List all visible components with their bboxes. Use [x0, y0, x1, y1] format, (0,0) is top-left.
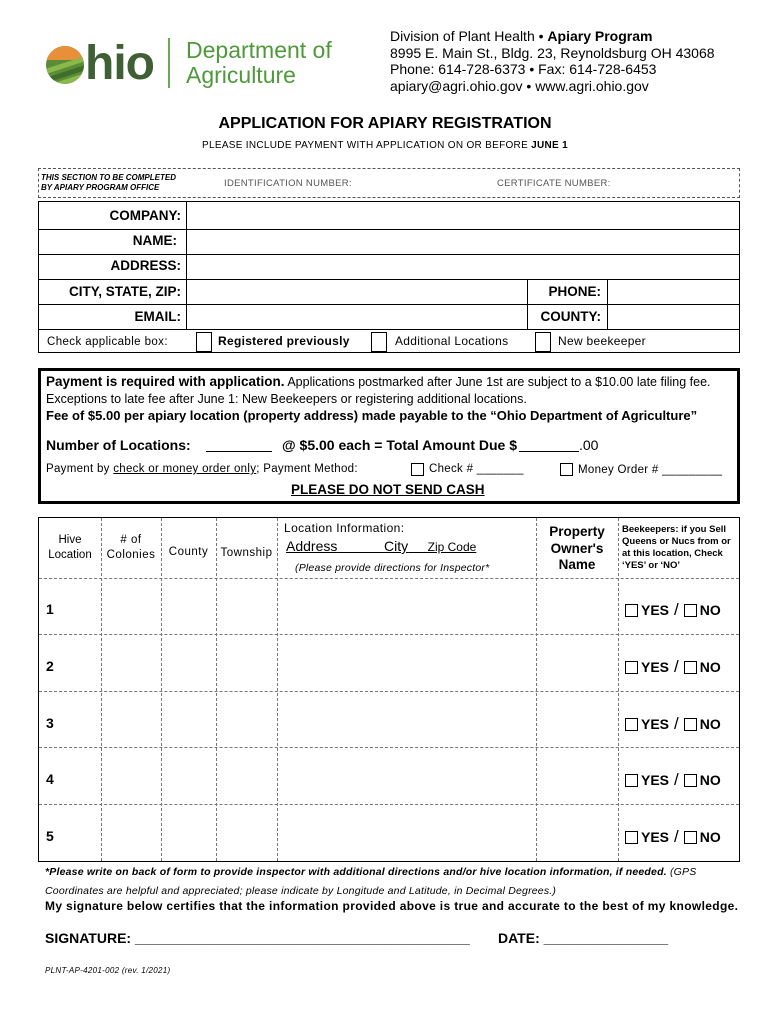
- beekeepers-header-line1: Beekeepers: if you Sell: [622, 524, 727, 535]
- table-row-number: 3: [46, 715, 54, 731]
- colonies-header: [101, 533, 161, 563]
- office-note-line1: THIS SECTION TO BE COMPLETED: [41, 173, 176, 182]
- no-checkbox[interactable]: [684, 831, 697, 844]
- zip-code-header: Zip Code: [427, 540, 477, 554]
- number-of-locations-field[interactable]: [206, 451, 272, 452]
- sell-queens-yes-no[interactable]: [625, 600, 721, 620]
- footer-note-rest: (GPS: [666, 866, 697, 878]
- city-state-zip-label: CITY, STATE, ZIP:: [68, 284, 181, 299]
- table-row-number: 5: [46, 828, 54, 844]
- hive-location-header-line2: Location: [48, 549, 92, 561]
- yes-checkbox[interactable]: [625, 604, 638, 617]
- form-id: PLNT-AP-4201-002 (rev. 1/2021): [45, 966, 171, 975]
- logo-wordmark: hio: [85, 37, 154, 90]
- check-applicable-label: Check applicable box:: [47, 336, 168, 348]
- payment-required-bold: Payment is required with application.: [46, 374, 285, 389]
- county-label: COUNTY:: [540, 309, 601, 324]
- subtitle-text: PLEASE INCLUDE PAYMENT WITH APPLICATION ON OR BEFORE: [202, 140, 529, 151]
- yes-label: YES: [641, 659, 670, 675]
- fee-instructions: Fee of $5.00 per apiary location (property address) made payable to the “Ohio Department of Agriculture”: [46, 408, 698, 423]
- county-header: County: [168, 546, 209, 558]
- form-title: APPLICATION FOR APIARY REGISTRATION: [218, 115, 552, 132]
- city-state-zip-field[interactable]: [187, 280, 527, 304]
- property-owner-line2: Owner's: [550, 540, 604, 556]
- additional-locations-checkbox[interactable]: [371, 332, 387, 352]
- late-fee-exceptions: Exceptions to late fee after June 1: New Beekeepers or registering additional locations.: [46, 392, 527, 406]
- table-row-number: 1: [46, 601, 54, 617]
- agency-contact: [390, 28, 715, 94]
- property-owner-header: [536, 524, 618, 574]
- name-field[interactable]: [187, 230, 739, 254]
- no-cash-notice: PLEASE DO NOT SEND CASH: [291, 482, 485, 497]
- total-due-label: @ $5.00 each = Total Amount Due $: [282, 437, 517, 453]
- address-label: ADDRESS:: [110, 258, 181, 273]
- yes-no-slash: /: [674, 827, 679, 846]
- colonies-header-line1: # of: [120, 534, 142, 546]
- registered-previously-checkbox[interactable]: [196, 332, 212, 352]
- no-checkbox[interactable]: [684, 604, 697, 617]
- beekeepers-header-line2: Queens or Nucs from or: [622, 536, 731, 547]
- yes-no-slash: /: [674, 770, 679, 789]
- logo-divider: [168, 38, 170, 88]
- no-label: NO: [699, 829, 721, 845]
- company-label: COMPANY:: [109, 208, 181, 223]
- email-label: EMAIL:: [134, 309, 181, 324]
- agency-phone-fax: Phone: 614-728-6373 • Fax: 614-728-6453: [390, 61, 657, 77]
- signature-field[interactable]: SIGNATURE: ___________________________________________: [45, 930, 470, 946]
- payment-required-rest: Applications postmarked after June 1st are subject to a $10.00 late filing fee.: [284, 375, 711, 389]
- yes-checkbox[interactable]: [625, 661, 638, 674]
- phone-field[interactable]: [608, 280, 739, 304]
- identification-number-label: IDENTIFICATION NUMBER:: [224, 178, 352, 189]
- total-due-field[interactable]: [519, 451, 579, 452]
- yes-checkbox[interactable]: [625, 774, 638, 787]
- hive-locations-table: [38, 517, 740, 862]
- sell-queens-yes-no[interactable]: [625, 770, 721, 790]
- applicant-info-section: [38, 201, 740, 353]
- subtitle-date: JUNE 1: [531, 140, 568, 151]
- form-subtitle: [0, 140, 770, 151]
- money-order-number-field[interactable]: Money Order # _________: [578, 464, 723, 476]
- colonies-header-line2: Colonies: [106, 549, 156, 561]
- property-owner-line1: Property: [549, 524, 605, 539]
- program-text: Apiary Program: [547, 28, 653, 44]
- footer-note-line2: Coordinates are helpful and appreciated; please indicate by Longitude and Latitude, in Decimal Degrees.): [45, 885, 557, 897]
- email-field[interactable]: [187, 305, 527, 329]
- additional-locations-label: Additional Locations: [395, 334, 509, 348]
- no-label: NO: [699, 602, 721, 618]
- payment-required-text: [46, 374, 711, 389]
- company-field[interactable]: [187, 202, 739, 229]
- footer-note-bold: *Please write on back of form to provide inspector with additional directions and/or hive location information, if needed.: [45, 866, 667, 878]
- phone-label: PHONE:: [548, 284, 601, 299]
- logo-dept-line1: Department of: [186, 37, 332, 63]
- no-label: NO: [699, 659, 721, 675]
- sell-queens-yes-no[interactable]: [625, 714, 721, 734]
- yes-label: YES: [641, 829, 670, 845]
- hive-location-header: [39, 533, 101, 563]
- township-header: Township: [220, 547, 273, 559]
- beekeepers-header-line4: ‘YES’ or ‘NO’: [622, 560, 681, 571]
- address-header: Address: [286, 538, 338, 554]
- table-row-number: 2: [46, 658, 54, 674]
- payment-method-text: ; Payment Method:: [256, 463, 358, 475]
- no-checkbox[interactable]: [684, 661, 697, 674]
- sell-queens-yes-no[interactable]: [625, 827, 721, 847]
- no-checkbox[interactable]: [684, 774, 697, 787]
- sell-queens-yes-no[interactable]: [625, 657, 721, 677]
- yes-no-slash: /: [674, 657, 679, 676]
- no-checkbox[interactable]: [684, 718, 697, 731]
- total-due-cents: .00: [579, 437, 599, 453]
- footer-note: [45, 863, 745, 901]
- office-note: [41, 173, 176, 193]
- hive-location-header-line1: Hive: [58, 534, 82, 546]
- logo-dept-line2: Agriculture: [186, 62, 296, 88]
- division-text: Division of Plant Health •: [390, 28, 544, 44]
- payment-by-text: Payment by: [46, 463, 110, 475]
- yes-checkbox[interactable]: [625, 718, 638, 731]
- yes-label: YES: [641, 602, 670, 618]
- money-order-checkbox[interactable]: [560, 463, 573, 476]
- ohio-logo-icon: [46, 46, 84, 84]
- agency-email-web: apiary@agri.ohio.gov • www.agri.ohio.gov: [390, 77, 649, 94]
- new-beekeeper-label: New beekeeper: [558, 334, 646, 348]
- yes-label: YES: [641, 716, 670, 732]
- beekeepers-header-line3: at this location, Check: [622, 548, 723, 559]
- logo-department: [186, 38, 332, 88]
- no-label: NO: [699, 716, 721, 732]
- agency-address: 8995 E. Main St., Bldg. 23, Reynoldsburg OH 43068: [390, 44, 715, 61]
- table-row-number: 4: [46, 771, 54, 787]
- yes-no-slash: /: [674, 714, 679, 733]
- office-use-section: [38, 168, 740, 198]
- address-field[interactable]: [187, 255, 739, 279]
- beekeepers-header: [622, 524, 731, 572]
- yes-label: YES: [641, 772, 670, 788]
- new-beekeeper-checkbox[interactable]: [535, 332, 551, 352]
- payment-section: [38, 368, 740, 504]
- city-header: City: [384, 538, 409, 554]
- check-number-field[interactable]: Check # _______: [429, 463, 524, 475]
- property-owner-line3: Name: [558, 557, 596, 572]
- no-label: NO: [699, 772, 721, 788]
- certification-statement: My signature below certifies that the information provided above is true and accurate to the best of my knowledge.: [45, 899, 739, 913]
- date-field[interactable]: DATE: ________________: [498, 930, 669, 946]
- number-of-locations-label: Number of Locations:: [46, 437, 191, 453]
- yes-no-slash: /: [674, 600, 679, 619]
- location-info-header: Location Information:: [284, 521, 405, 535]
- directions-note: (Please provide directions for Inspector*: [295, 562, 490, 574]
- check-payment-checkbox[interactable]: [411, 463, 424, 476]
- payment-by-line: [46, 463, 358, 475]
- yes-checkbox[interactable]: [625, 831, 638, 844]
- name-label: NAME:: [132, 233, 177, 248]
- county-field[interactable]: [608, 305, 739, 329]
- registered-previously-label: Registered previously: [218, 334, 350, 348]
- address-city-header: [286, 538, 476, 554]
- certificate-number-label: CERTIFICATE NUMBER:: [497, 178, 611, 189]
- office-note-line2: BY APIARY PROGRAM OFFICE: [41, 183, 160, 192]
- check-or-money-order-text: check or money order only: [113, 463, 257, 475]
